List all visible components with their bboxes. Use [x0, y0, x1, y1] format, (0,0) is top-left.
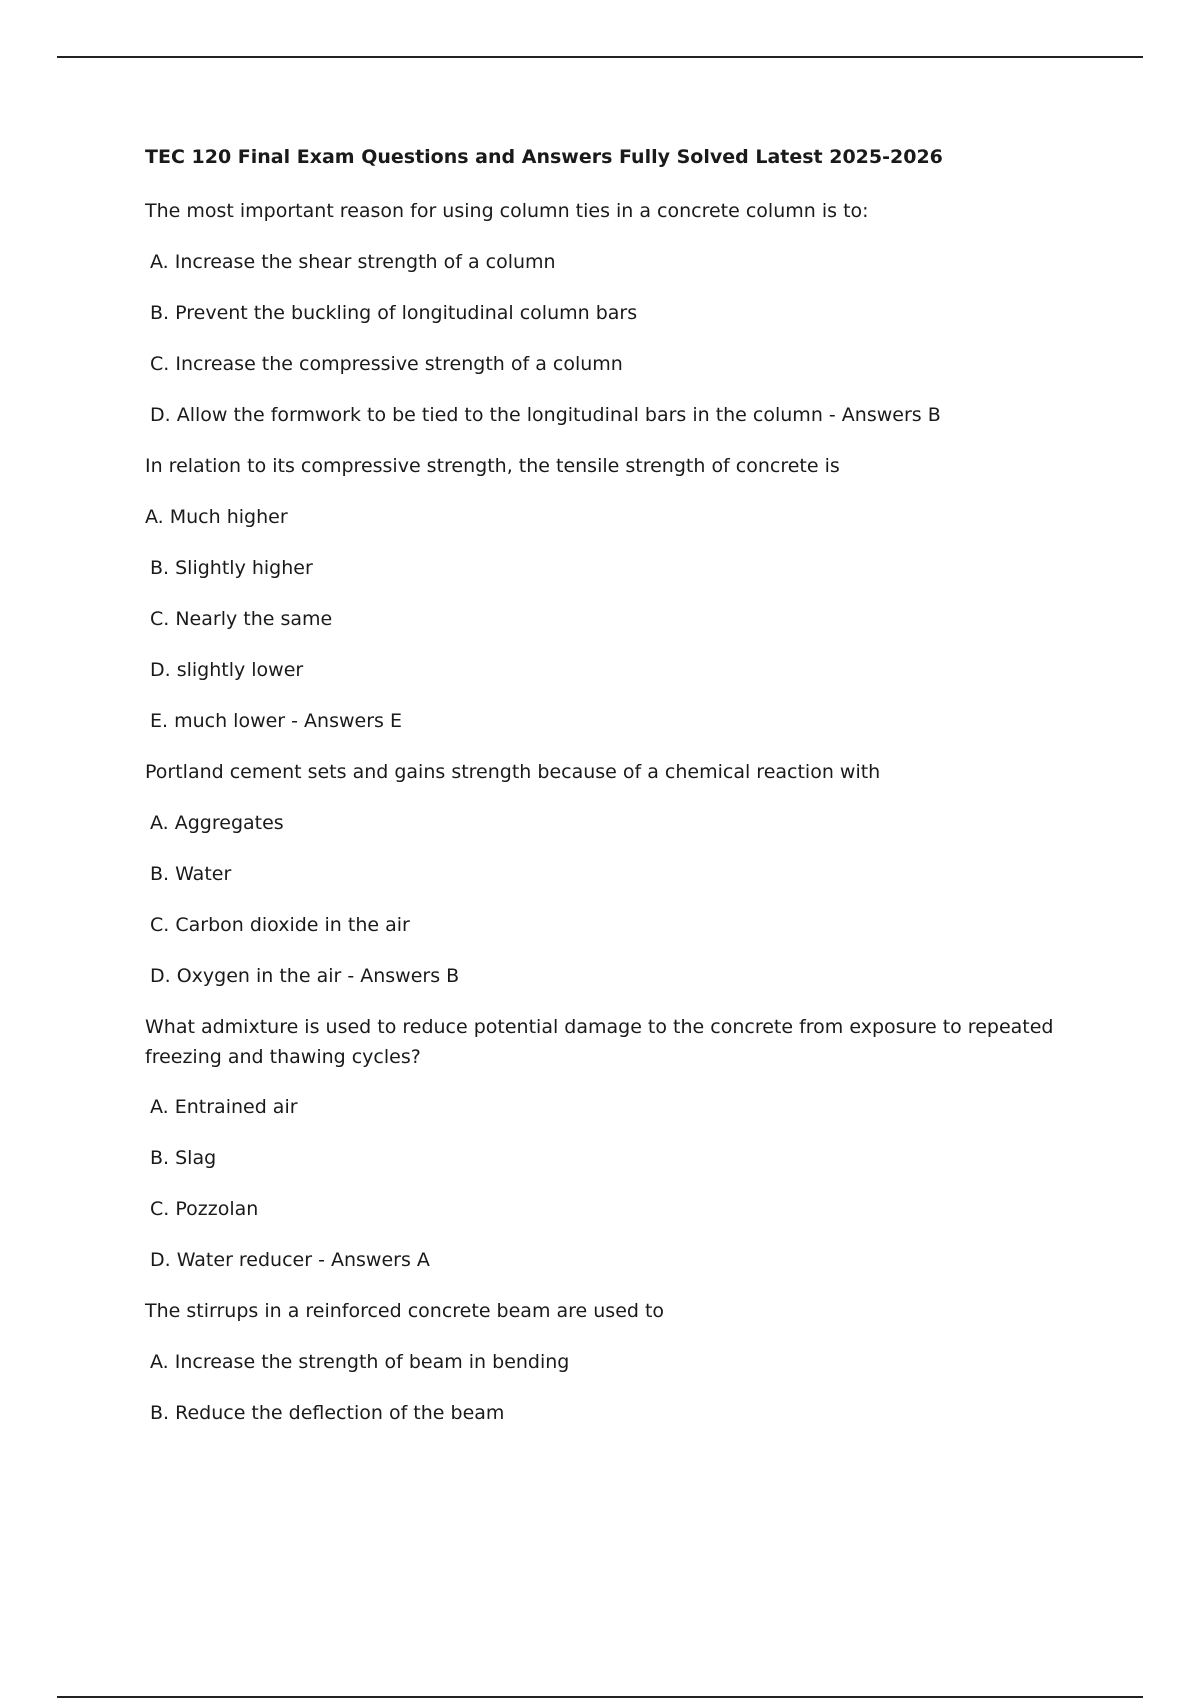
- answer-option: C. Increase the compressive strength of a column: [150, 353, 623, 375]
- answer-option: D. Water reducer - Answers A: [150, 1249, 430, 1271]
- question-text: Portland cement sets and gains strength because of a chemical reaction with: [145, 761, 881, 783]
- answer-option: B. Water: [150, 863, 232, 885]
- answer-option: A. Entrained air: [150, 1096, 298, 1118]
- answer-option: A. Increase the shear strength of a column: [150, 251, 556, 273]
- answer-option: A. Much higher: [145, 506, 288, 528]
- question-block: [145, 196, 1095, 430]
- answer-option: B. Slag: [150, 1147, 217, 1169]
- answer-option: C. Pozzolan: [150, 1198, 259, 1220]
- question-text: In relation to its compressive strength, the tensile strength of concrete is: [145, 455, 840, 477]
- answer-option: B. Prevent the buckling of longitudinal column bars: [150, 302, 638, 324]
- answer-option: A. Aggregates: [150, 812, 284, 834]
- question-block: [145, 1296, 1095, 1428]
- answer-option: E. much lower - Answers E: [150, 710, 402, 732]
- answer-option: D. slightly lower: [150, 659, 304, 681]
- answer-option: A. Increase the strength of beam in bending: [150, 1351, 570, 1373]
- question-block: [145, 757, 1095, 991]
- document-title: TEC 120 Final Exam Questions and Answers Fully Solved Latest 2025-2026: [145, 146, 943, 168]
- answer-option: D. Allow the formwork to be tied to the longitudinal bars in the column - Answers B: [150, 404, 941, 426]
- question-text: What admixture is used to reduce potential damage to the concrete from exposure to repeated freezing and thawing cycles?: [145, 1016, 1054, 1068]
- answer-option: D. Oxygen in the air - Answers B: [150, 965, 460, 987]
- answer-option: B. Slightly higher: [150, 557, 313, 579]
- answer-option: C. Carbon dioxide in the air: [150, 914, 410, 936]
- question-text: The stirrups in a reinforced concrete beam are used to: [145, 1300, 665, 1322]
- answer-option: B. Reduce the deflection of the beam: [150, 1402, 505, 1424]
- question-text: The most important reason for using column ties in a concrete column is to:: [145, 200, 869, 222]
- answer-option: C. Nearly the same: [150, 608, 333, 630]
- question-block: [145, 1012, 1095, 1275]
- footer-rule: [57, 1696, 1143, 1698]
- document-body: [145, 144, 1095, 1449]
- question-block: [145, 451, 1095, 736]
- header-rule: [57, 56, 1143, 58]
